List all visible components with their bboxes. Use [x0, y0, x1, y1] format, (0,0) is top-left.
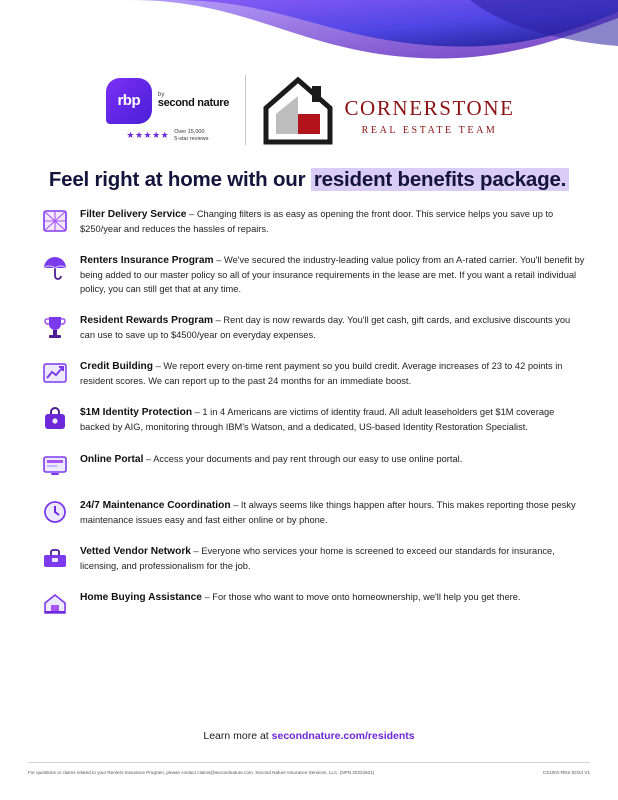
list-item: [40, 205, 585, 236]
headline-highlight: resident benefits package.: [311, 168, 569, 191]
cornerstone-title: CORNERSTONE: [344, 96, 515, 120]
shield-lock-icon: [40, 404, 70, 434]
list-item: [40, 357, 585, 388]
page-title: [0, 168, 618, 192]
umbrella-icon: [40, 252, 70, 282]
rbp-mark-label: rbp: [117, 92, 141, 110]
list-item: [40, 403, 585, 434]
benefit-body: 1 in 4 Americans are victims of identity fraud. All adult leaseholders get $1M coverage backed by AIG, monitoring through IBM's Watson, and a dedicated, US-based Identity Restoration Specialist.: [80, 407, 555, 433]
list-item: [40, 450, 585, 481]
rbp-badge-icon: [106, 78, 152, 124]
logo-divider: [245, 75, 246, 145]
benefit-name: $1M Identity Protection: [80, 407, 193, 419]
list-item: [40, 496, 585, 527]
benefit-name: Home Buying Assistance: [80, 592, 202, 604]
benefit-dash: –: [213, 255, 224, 266]
benefit-name: Online Portal: [80, 453, 144, 465]
benefit-dash: –: [213, 314, 224, 325]
headline-lead: Feel right at home with our: [48, 168, 311, 191]
list-item: [40, 542, 585, 573]
star-rating-icon: ★★★★★: [126, 130, 170, 140]
trophy-icon: [40, 312, 70, 342]
benefit-name: Credit Building: [80, 361, 154, 373]
benefit-dash: –: [192, 407, 203, 418]
cornerstone-subtitle: REAL ESTATE TEAM: [361, 125, 498, 136]
list-item: [40, 311, 585, 342]
logo-header: [0, 55, 618, 165]
benefit-name: Renters Insurance Program: [80, 255, 214, 267]
benefit-dash: –: [143, 453, 154, 464]
benefits-list: [40, 205, 585, 634]
benefit-dash: –: [190, 545, 202, 556]
toolbox-icon: [40, 543, 70, 573]
benefit-dash: –: [186, 209, 197, 219]
benefit-name: Resident Rewards Program: [80, 314, 214, 326]
review-count-label: Over 15,000: [174, 128, 205, 135]
list-item: [40, 251, 585, 296]
benefit-body: Rent day is now rewards day. You'll get cash, gift cards, and exclusive discounts you can use to save up to $4500/year on everyday expenses.: [80, 314, 571, 340]
house-key-icon: [40, 589, 70, 619]
learn-more-line: [0, 730, 618, 742]
benefit-dash: –: [230, 499, 241, 510]
benefit-body: Access your documents and pay rent through our easy to use online portal.: [153, 453, 463, 464]
benefit-body: We report every on-time rent payment so you build credit. Average increases of 23 to 42 points in resident scores. We can report up to the past 24 months for an immediate boost.: [80, 361, 563, 386]
benefit-name: Filter Delivery Service: [80, 209, 187, 220]
clock-icon: [40, 497, 70, 527]
by-label: by: [157, 91, 165, 98]
review-type-label: 5-star reviews: [174, 135, 209, 142]
chart-up-icon: [40, 358, 70, 388]
benefit-name: 24/7 Maintenance Coordination: [80, 499, 231, 511]
benefit-body: Changing filters is as easy as opening the front door. This service helps you save up to $250/year and reduces the hassles of repairs.: [80, 209, 554, 234]
rbp-logo: [103, 78, 231, 143]
benefit-body: For those who want to move onto homeownership, we'll help you get there.: [212, 592, 521, 603]
second-nature-label: second nature: [157, 97, 230, 109]
learn-more-prefix: Learn more at: [203, 730, 272, 742]
benefit-body: We've secured the industry-leading value policy from an A-rated carrier. You'll benefit by being added to our master policy so all of your insurance requirements in the lease are met. If you want a retail individual policy, you can still get that at any time.: [80, 255, 585, 294]
benefit-body: It always seems like things happen after hours. This makes reporting those pesky maintenance issues easy and fast either online or by phone.: [80, 499, 576, 525]
benefit-dash: –: [201, 592, 213, 603]
document-id: CS1001-RES 02/24 V1: [542, 770, 590, 775]
filter-icon: [40, 206, 70, 236]
benefit-name: Vetted Vendor Network: [80, 545, 191, 557]
monitor-icon: [40, 451, 70, 481]
benefit-body: Everyone who services your home is screened to exceed our standards for insurance, licensing, and professionalism for the job.: [80, 545, 555, 571]
house-icon: [260, 74, 336, 146]
footer-divider: [28, 762, 590, 763]
secondnature-link[interactable]: secondnature.com/residents: [271, 730, 415, 742]
benefit-dash: –: [153, 361, 164, 372]
legal-fineprint: For questions or claims related to your Renters Insurance Program, please contact claims@secondnature.com. Second Nature Insurance Services, LLC. (NPN 20224621): [28, 770, 375, 775]
list-item: [40, 588, 585, 619]
cornerstone-logo: [260, 74, 514, 146]
